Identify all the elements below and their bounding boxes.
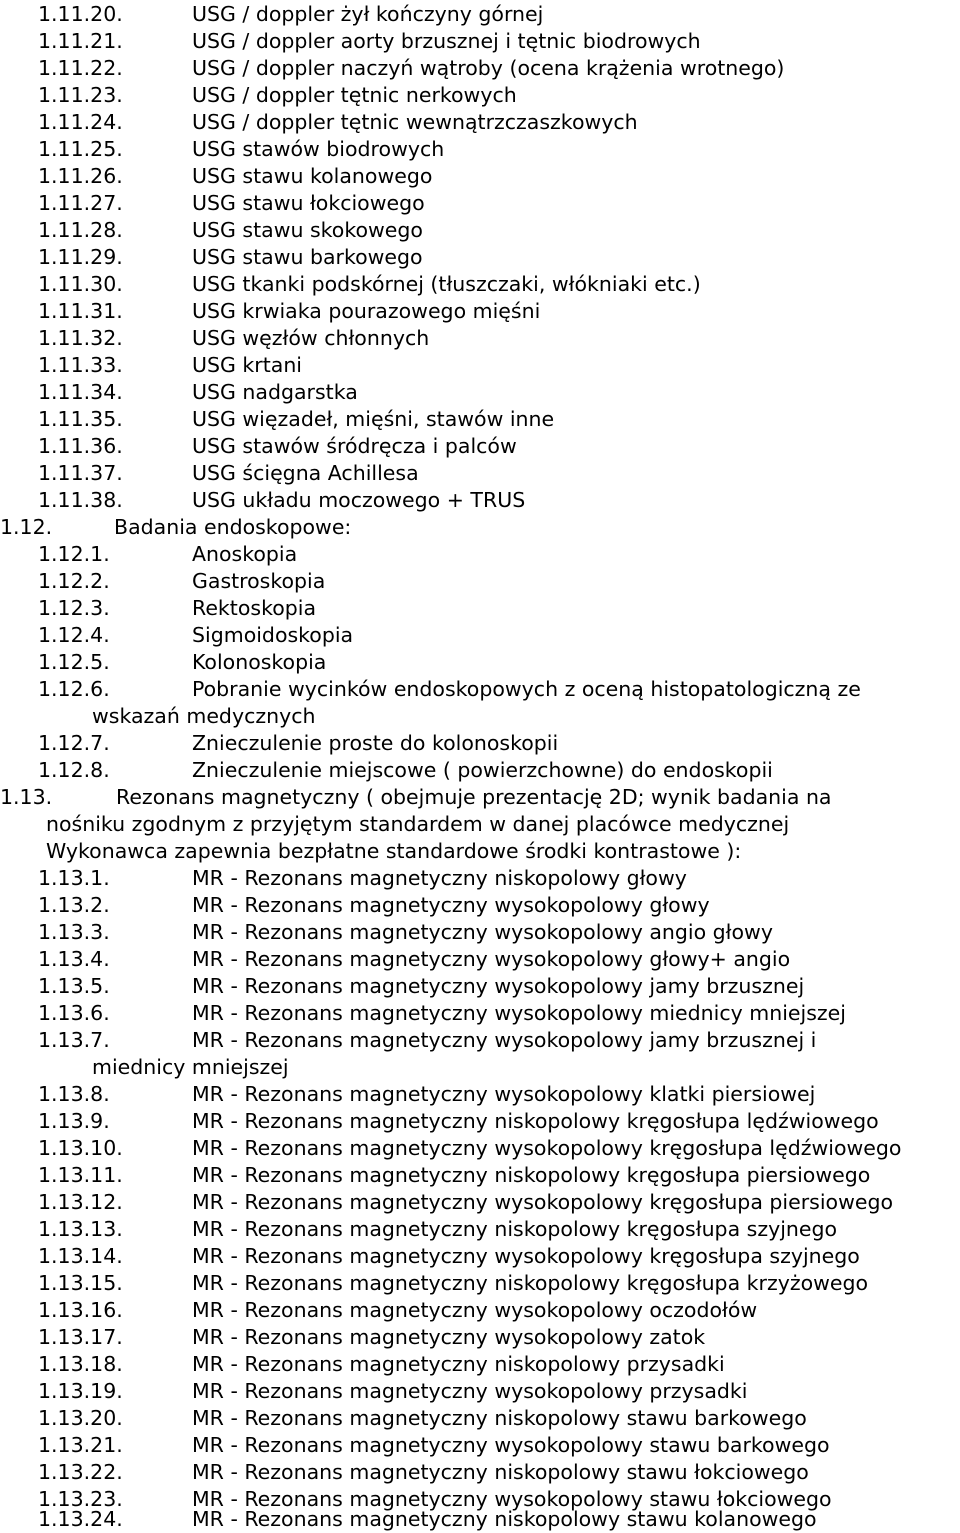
item-number: 1.13.2. [38,893,110,917]
item-number: 1.13.14. [38,1244,123,1268]
item-text: Anoskopia [192,542,298,566]
item-text: Kolonoskopia [192,650,327,674]
item-number: 1.13.7. [38,1028,110,1052]
item-text: USG węzłów chłonnych [192,326,430,350]
item-number: 1.11.36. [38,434,123,458]
item-number: 1.13.18. [38,1352,123,1376]
item-number: 1.13.23. [38,1487,123,1511]
item-number: 1.11.28. [38,218,123,242]
section-number: 1.13. [0,785,53,809]
item-number: 1.11.25. [38,137,123,161]
item-number: 1.11.30. [38,272,123,296]
item-number: 1.13.17. [38,1325,123,1349]
item-number: 1.12.4. [38,623,110,647]
item-text: MR - Rezonans magnetyczny niskopolowy kręgosłupa krzyżowego [192,1271,869,1295]
item-text: MR - Rezonans magnetyczny niskopolowy przysadki [192,1352,725,1376]
item-text: MR - Rezonans magnetyczny wysokopolowy jamy brzusznej i [192,1028,817,1052]
item-text: MR - Rezonans magnetyczny wysokopolowy miednicy mniejszej [192,1001,846,1025]
item-text: MR - Rezonans magnetyczny wysokopolowy głowy [192,893,710,917]
item-text: MR - Rezonans magnetyczny wysokopolowy stawu łokciowego [192,1487,832,1511]
item-text: MR - Rezonans magnetyczny wysokopolowy głowy+ angio [192,947,791,971]
item-number: 1.13.9. [38,1109,110,1133]
item-number: 1.13.15. [38,1271,123,1295]
item-number: 1.11.35. [38,407,123,431]
item-text: MR - Rezonans magnetyczny niskopolowy głowy [192,866,687,890]
item-number: 1.12.6. [38,677,110,701]
item-text: MR - Rezonans magnetyczny wysokopolowy klatki piersiowej [192,1082,816,1106]
item-text: USG stawu skokowego [192,218,423,242]
item-text: USG stawów śródręcza i palców [192,434,517,458]
item-number: 1.13.10. [38,1136,123,1160]
section-title: Badania endoskopowe: [114,515,352,539]
item-text: Znieczulenie proste do kolonoskopii [192,731,559,755]
item-text: Rektoskopia [192,596,317,620]
item-number: 1.13.22. [38,1460,123,1484]
item-number: 1.13.4. [38,947,110,971]
item-number: 1.13.20. [38,1406,123,1430]
item-text-continuation: wskazań medycznych [92,704,316,728]
item-text-continuation: miednicy mniejszej [92,1055,289,1079]
item-number: 1.13.13. [38,1217,123,1241]
section-title-continuation: nośniku zgodnym z przyjętym standardem w danej placówce medycznej [46,812,790,836]
item-number: 1.13.12. [38,1190,123,1214]
item-number: 1.11.37. [38,461,123,485]
item-text: MR - Rezonans magnetyczny wysokopolowy stawu barkowego [192,1433,830,1457]
item-number: 1.11.38. [38,488,123,512]
item-text: MR - Rezonans magnetyczny wysokopolowy jamy brzusznej [192,974,805,998]
item-text: USG więzadeł, mięśni, stawów inne [192,407,555,431]
item-text: USG krwiaka pourazowego mięśni [192,299,541,323]
item-text: USG stawu kolanowego [192,164,433,188]
item-text: USG krtani [192,353,303,377]
item-text: Gastroskopia [192,569,326,593]
item-number: 1.13.24. [38,1507,123,1531]
item-number: 1.11.31. [38,299,123,323]
item-text: USG stawów biodrowych [192,137,445,161]
item-number: 1.11.34. [38,380,123,404]
item-text: MR - Rezonans magnetyczny niskopolowy kręgosłupa piersiowego [192,1163,871,1187]
item-text: USG stawu łokciowego [192,191,425,215]
item-text: MR - Rezonans magnetyczny wysokopolowy kręgosłupa szyjnego [192,1244,860,1268]
item-text: MR - Rezonans magnetyczny niskopolowy kręgosłupa szyjnego [192,1217,838,1241]
item-number: 1.13.19. [38,1379,123,1403]
item-text: MR - Rezonans magnetyczny niskopolowy stawu kolanowego [192,1507,817,1531]
section-title: Rezonans magnetyczny ( obejmuje prezentację 2D; wynik badania na [116,785,832,809]
item-text: MR - Rezonans magnetyczny wysokopolowy zatok [192,1325,706,1349]
item-text: USG układu moczowego + TRUS [192,488,526,512]
item-text: MR - Rezonans magnetyczny wysokopolowy kręgosłupa lędźwiowego [192,1136,902,1160]
item-number: 1.11.21. [38,29,123,53]
item-text: USG tkanki podskórnej (tłuszczaki, włókniaki etc.) [192,272,701,296]
item-text: USG / doppler naczyń wątroby (ocena krążenia wrotnego) [192,56,785,80]
item-number: 1.11.33. [38,353,123,377]
item-number: 1.12.3. [38,596,110,620]
item-number: 1.11.27. [38,191,123,215]
item-text: MR - Rezonans magnetyczny niskopolowy kręgosłupa lędźwiowego [192,1109,879,1133]
item-number: 1.11.29. [38,245,123,269]
item-text: USG / doppler tętnic nerkowych [192,83,517,107]
item-text: MR - Rezonans magnetyczny wysokopolowy przysadki [192,1379,748,1403]
item-text: USG stawu barkowego [192,245,423,269]
item-number: 1.12.2. [38,569,110,593]
item-text: Znieczulenie miejscowe ( powierzchowne) do endoskopii [192,758,773,782]
item-text: MR - Rezonans magnetyczny wysokopolowy kręgosłupa piersiowego [192,1190,894,1214]
item-number: 1.12.1. [38,542,110,566]
item-text: MR - Rezonans magnetyczny wysokopolowy oczodołów [192,1298,758,1322]
item-number: 1.11.23. [38,83,123,107]
item-number: 1.11.20. [38,2,123,26]
item-number: 1.12.7. [38,731,110,755]
item-number: 1.13.8. [38,1082,110,1106]
item-number: 1.11.32. [38,326,123,350]
item-number: 1.13.21. [38,1433,123,1457]
section-number: 1.12. [0,515,53,539]
item-number: 1.13.3. [38,920,110,944]
item-text: Sigmoidoskopia [192,623,354,647]
item-text: MR - Rezonans magnetyczny wysokopolowy angio głowy [192,920,773,944]
item-text: MR - Rezonans magnetyczny niskopolowy stawu barkowego [192,1406,807,1430]
item-text: Pobranie wycinków endoskopowych z oceną histopatologiczną ze [192,677,861,701]
item-text: USG / doppler żył kończyny górnej [192,2,544,26]
item-number: 1.11.22. [38,56,123,80]
item-text: MR - Rezonans magnetyczny niskopolowy stawu łokciowego [192,1460,809,1484]
item-text: USG ścięgna Achillesa [192,461,419,485]
item-number: 1.13.5. [38,974,110,998]
item-number: 1.11.26. [38,164,123,188]
section-title-continuation: Wykonawca zapewnia bezpłatne standardowe środki kontrastowe ): [46,839,742,863]
item-number: 1.13.1. [38,866,110,890]
item-number: 1.12.5. [38,650,110,674]
item-number: 1.13.6. [38,1001,110,1025]
item-number: 1.12.8. [38,758,110,782]
item-text: USG nadgarstka [192,380,358,404]
item-number: 1.11.24. [38,110,123,134]
item-text: USG / doppler aorty brzusznej i tętnic biodrowych [192,29,701,53]
item-number: 1.13.16. [38,1298,123,1322]
item-number: 1.13.11. [38,1163,123,1187]
item-text: USG / doppler tętnic wewnątrzczaszkowych [192,110,638,134]
